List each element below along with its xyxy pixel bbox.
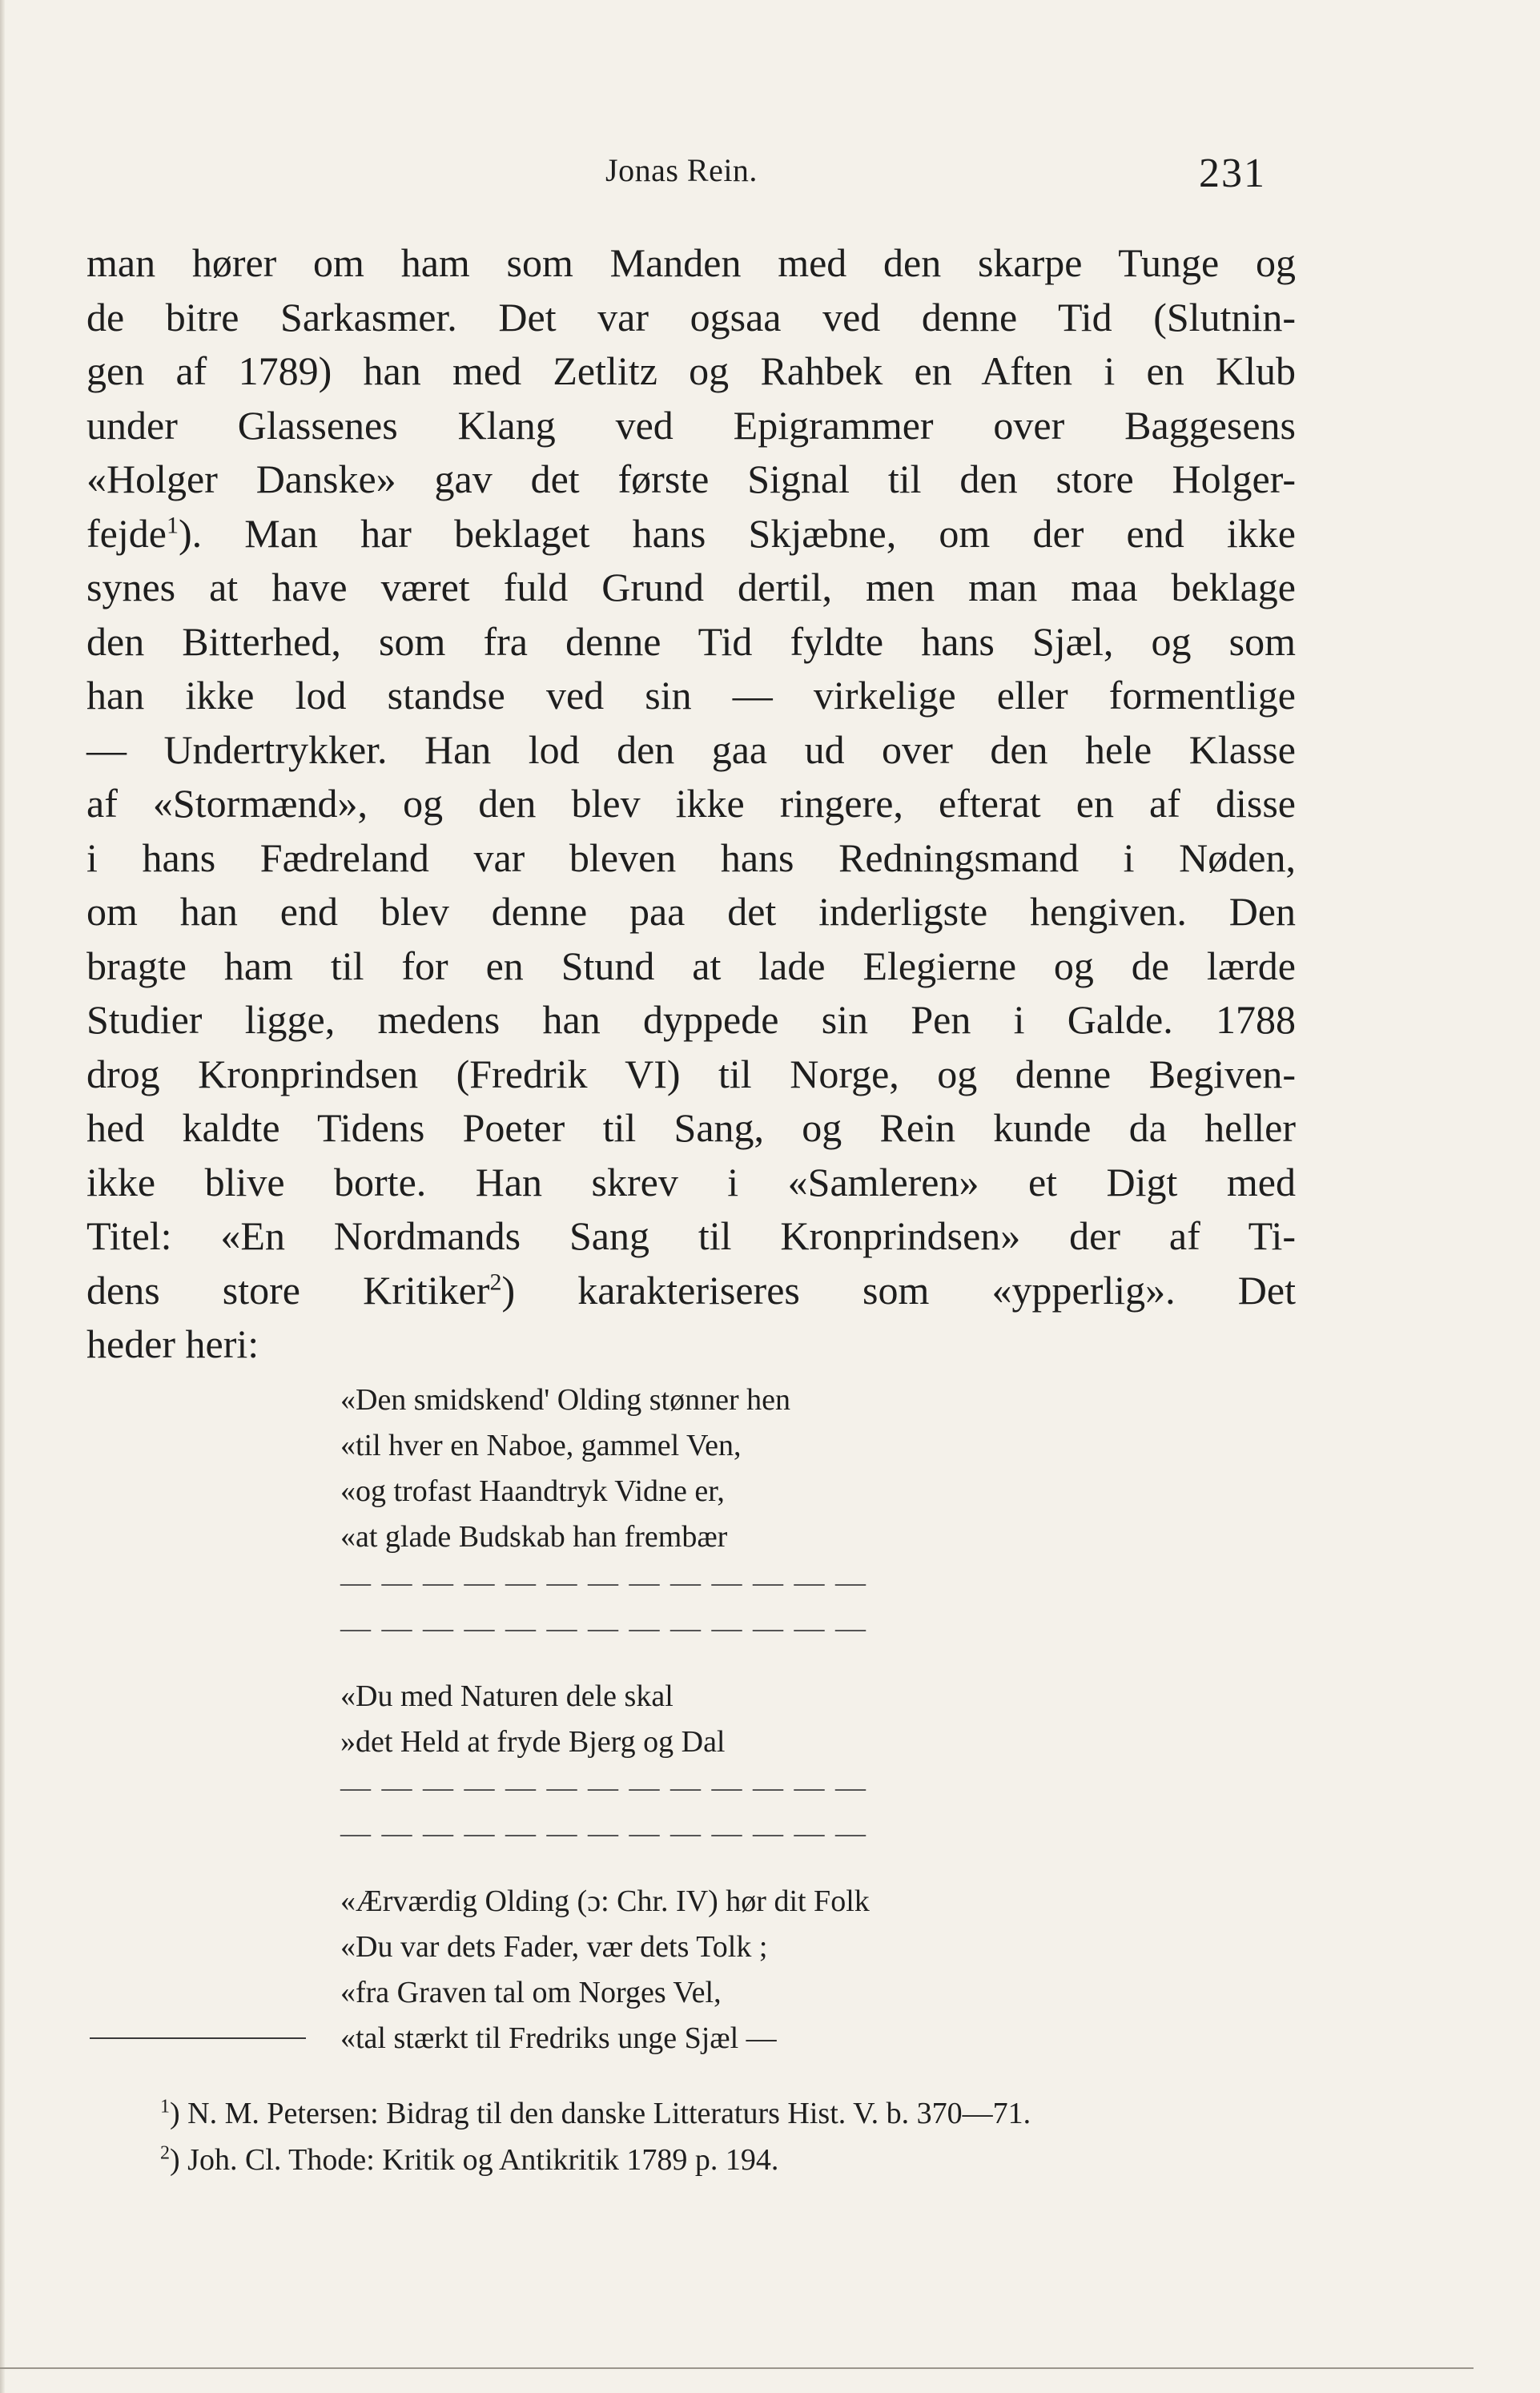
running-title: Jonas Rein. (605, 152, 758, 188)
body-line: «Holger Danske» gav det første Signal til den store Holger- (86, 456, 1296, 501)
verse-line: »det Held at fryde Bjerg og Dal (340, 1725, 726, 1759)
body-line: drog Kronprindsen (Fredrik VI) til Norge, og denne Begiven- (86, 1051, 1296, 1096)
footnote (160, 2090, 1297, 2137)
verse-line: «til hver en Naboe, gammel Ven, (340, 1429, 742, 1462)
stanza-gap (340, 1651, 1029, 1674)
body-line: hed kaldte Tidens Poeter til Sang, og Rein kunde da heller (86, 1105, 1296, 1150)
footnote-mark: 1 (160, 2096, 170, 2118)
line-text: ). Man har beklaget hans Skjæbne, om der end ikke (178, 510, 1296, 556)
footnote (160, 2137, 1297, 2183)
body-line-with-footnote-ref (86, 507, 1296, 561)
page-edge (0, 0, 5, 2393)
body-line: Studier ligge, medens han dyppede sin Pen i Galde. 1788 (86, 997, 1296, 1042)
body-line: om han end blev denne paa det inderligste hengiven. Den (86, 889, 1296, 934)
body-line: gen af 1789) han med Zetlitz og Rahbek en Aften i en Klub (86, 348, 1296, 393)
line-text: ) karakteriseres som «ypperlig». Det (501, 1267, 1296, 1313)
footnote-ref: 1 (166, 511, 179, 538)
body-line: Titel: «En Nordmands Sang til Kronprindsen» der af Ti- (86, 1213, 1296, 1258)
body-line: heder heri: (86, 1321, 259, 1366)
body-line: i hans Fædreland var bleven hans Redningsmand i Nøden, (86, 835, 1296, 880)
omission-dashes: — — — — — — — — — — — — — (340, 1816, 867, 1850)
line-text: fejde (86, 510, 167, 556)
footnote-text: ) Joh. Cl. Thode: Kritik og Antikritik 1789 p. 194. (170, 2143, 779, 2177)
verse-line: «fra Graven tal om Norges Vel, (340, 1976, 722, 2009)
body-line: han ikke lod standse ved sin — virkelige eller formentlige (86, 673, 1296, 718)
footnote-rule (90, 2037, 306, 2039)
page-number: 231 (1199, 151, 1266, 196)
body-line: den Bitterhed, som fra denne Tid fyldte hans Sjæl, og som (86, 618, 1296, 664)
footnotes (160, 2090, 1297, 2183)
verse-line: «Ærværdig Olding (ɔ: Chr. IV) hør dit Folk (340, 1884, 870, 1918)
verse-line: «og trofast Haandtryk Vidne er, (340, 1474, 725, 1508)
body-line: af «Stormænd», og den blev ikke ringere, efterat en af disse (86, 781, 1296, 826)
verse-line: «tal stærkt til Fredriks unge Sjæl — (340, 2021, 777, 2055)
body-line: man hører om ham som Manden med den skarpe Tunge og (86, 240, 1296, 285)
body-line: — Undertrykker. Han lod den gaa ud over den hele Klasse (86, 726, 1296, 772)
running-header (0, 140, 1540, 196)
body-line: synes at have været fuld Grund dertil, men man maa beklage (86, 565, 1296, 609)
body-line: bragte ham til for en Stund at lade Elegierne og de lærde (86, 943, 1296, 988)
body-line: ikke blive borte. Han skrev i «Samleren» et Digt med (86, 1159, 1296, 1205)
omission-dashes: — — — — — — — — — — — — — (340, 1611, 867, 1645)
verse-line: «Den smidskend' Olding stønner hen (340, 1383, 791, 1417)
line-text: dens store Kritiker (86, 1267, 490, 1313)
body-line-with-footnote-ref (86, 1264, 1296, 1318)
stanza-gap (340, 1856, 1029, 1879)
verse-line: «Du med Naturen dele skal (340, 1679, 673, 1713)
scan-bottom-edge (0, 2367, 1474, 2369)
omission-dashes: — — — — — — — — — — — — — (340, 1771, 867, 1804)
omission-dashes: — — — — — — — — — — — — — (340, 1566, 867, 1599)
body-line: de bitre Sarkasmer. Det var ogsaa ved denne Tid (Slutnin- (86, 294, 1296, 340)
footnote-mark: 2 (160, 2142, 170, 2164)
verse-line: «Du var dets Fader, vær dets Tolk ; (340, 1930, 768, 1964)
footnote-ref: 2 (489, 1268, 502, 1295)
verse-line: «at glade Budskab han frembær (340, 1520, 728, 1554)
verse-quotation (340, 1377, 1029, 2061)
body-line: under Glassenes Klang ved Epigrammer over Baggesens (86, 402, 1296, 448)
footnote-text: ) N. M. Petersen: Bidrag til den danske Litteraturs Hist. V. b. 370—71. (170, 2097, 1031, 2130)
body-text (86, 236, 1296, 1372)
